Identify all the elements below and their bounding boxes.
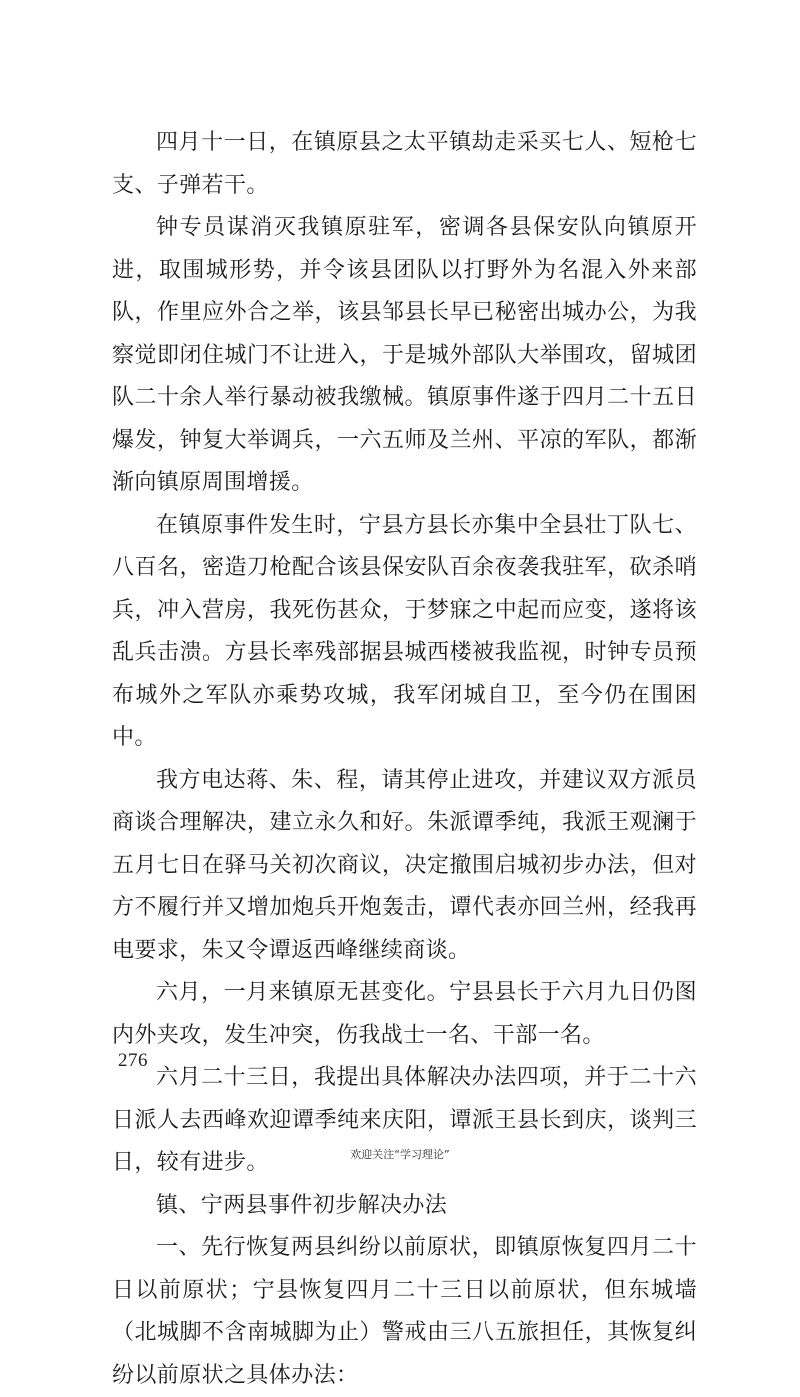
page-number: 276	[118, 1050, 148, 1071]
paragraph-8: 一、先行恢复两县纠纷以前原状，即镇原恢复四月二十日以前原状；宁县恢复四月二十三日以前原状，但东城墙（北城脚不含南城脚为止）警戒由三八五旅担任，其恢复纠纷以前原状之具体办法：	[112, 1235, 697, 1388]
section-heading: 镇、宁两县事件初步解决办法	[156, 1192, 448, 1218]
page-body	[112, 122, 697, 1397]
paragraph-3: 在镇原事件发生时，宁县方县长亦集中全县壮丁队七、八百名，密造刀枪配合该县保安队百余夜袭我驻军，砍杀哨兵，冲入营房，我死伤甚众，于梦寐之中起而应变，遂将该乱兵击溃。方县长率残部据县城西楼被我监视，时钟专员预布城外之军队亦乘势攻城，我军闭城自卫，至今仍在围困中。	[112, 512, 697, 750]
paragraph-1: 四月十一日，在镇原县之太平镇劫走采买七人、短枪七支、子弹若干。	[112, 130, 697, 198]
paragraph-2: 钟专员谋消灭我镇原驻军，密调各县保安队向镇原开进，取围城形势，并令该县团队以打野外为名混入外来部队，作里应外合之举，该县邹县长早已秘密出城办公，为我察觉即闭住城门不让进入，于是城外部队大举围攻，留城团队二十余人举行暴动被我缴械。镇原事件遂于四月二十五日爆发，钟复大举调兵，一六五师及兰州、平凉的军队，都渐渐向镇原周围增援。	[112, 215, 697, 495]
footer-note: 欢迎关注“学习理论”	[350, 1148, 450, 1161]
paragraph-6: 六月二十三日，我提出具体解决办法四项，并于二十六日派人去西峰欢迎谭季纯来庆阳，谭派王县长到庆，谈判三日，较有进步。	[112, 1065, 697, 1175]
paragraph-4: 我方电达蒋、朱、程，请其停止进攻，并建议双方派员商谈合理解决，建立永久和好。朱派谭季纯，我派王观澜于五月七日在驿马关初次商议，决定撤围启城初步办法，但对方不履行并又增加炮兵开炮轰击，谭代表亦回兰州，经我再电要求，朱又令谭返西峰继续商谈。	[112, 767, 697, 963]
paragraph-5: 六月，一月来镇原无甚变化。宁县县长于六月九日仍图内外夹攻，发生冲突，伤我战士一名、干部一名。	[112, 980, 697, 1048]
